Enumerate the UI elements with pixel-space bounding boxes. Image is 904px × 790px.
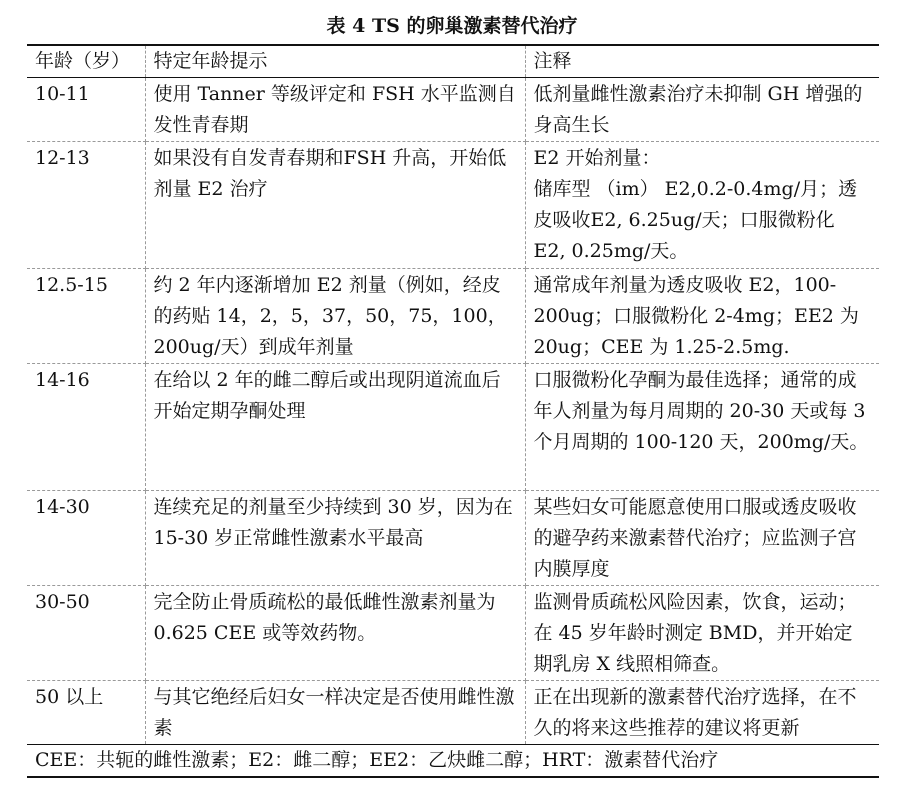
- cell-age: 30-50: [27, 586, 145, 681]
- cell-note-detail: 储库型 （im） E2,0.2-0.4mg/月；透皮吸收E2, 6.25ug/天；口服微粉化 E2, 0.25mg/天。: [533, 178, 858, 262]
- hormone-therapy-table: [27, 44, 879, 778]
- header-age: 年龄（岁）: [27, 45, 145, 78]
- cell-note: [525, 142, 879, 269]
- table-header-row: [27, 45, 879, 78]
- cell-tip: 完全防止骨质疏松的最低雌性激素剂量为0.625 CEE 或等效药物。: [145, 586, 525, 681]
- cell-note: 正在出现新的激素替代治疗选择，在不久的将来这些推荐的建议将更新: [525, 681, 879, 745]
- cell-tip: 约 2 年内逐渐增加 E2 剂量（例如，经皮的药贴 14，2，5，37，50，75，100，200ug/天）到成年剂量: [145, 269, 525, 364]
- cell-tip: 连续充足的剂量至少持续到 30 岁，因为在 15-30 岁正常雌性激素水平最高: [145, 491, 525, 586]
- cell-tip: 在给以 2 年的雌二醇后或出现阴道流血后开始定期孕酮处理: [145, 364, 525, 491]
- table-row: [27, 364, 879, 491]
- table-title: 表 4 TS 的卵巢激素替代治疗: [326, 15, 578, 37]
- cell-note-heading: E2 开始剂量：: [533, 147, 661, 169]
- cell-note: 低剂量雌性激素治疗未抑制 GH 增强的身高生长: [525, 78, 879, 142]
- cell-tip: 使用 Tanner 等级评定和 FSH 水平监测自发性青春期: [145, 78, 525, 142]
- cell-note: 某些妇女可能愿意使用口服或透皮吸收的避孕药来激素替代治疗；应监测子宫内膜厚度: [525, 491, 879, 586]
- cell-note: 口服微粉化孕酮为最佳选择；通常的成年人剂量为每月周期的 20-30 天或每 3 个月周期的 100-120 天，200mg/天。: [525, 364, 879, 491]
- cell-age: 12-13: [27, 142, 145, 269]
- cell-note: 通常成年剂量为透皮吸收 E2，100-200ug；口服微粉化 2-4mg；EE2 为 20ug；CEE 为 1.25-2.5mg.: [525, 269, 879, 364]
- header-note: 注释: [525, 45, 879, 78]
- cell-note: 监测骨质疏松风险因素，饮食，运动；在 45 岁年龄时测定 BMD，并开始定期乳房 X 线照相筛查。: [525, 586, 879, 681]
- header-tip: 特定年龄提示: [145, 45, 525, 78]
- cell-age: 14-30: [27, 491, 145, 586]
- cell-tip: 如果没有自发青春期和FSH 升高，开始低剂量 E2 治疗: [145, 142, 525, 269]
- table-row: [27, 681, 879, 745]
- cell-age: 12.5-15: [27, 269, 145, 364]
- cell-age: 10-11: [27, 78, 145, 142]
- table-footnote-row: [27, 745, 879, 778]
- table-row: [27, 586, 879, 681]
- table-row: [27, 491, 879, 586]
- table-row: [27, 78, 879, 142]
- cell-age: 50 以上: [27, 681, 145, 745]
- cell-age: 14-16: [27, 364, 145, 491]
- table-row: [27, 142, 879, 269]
- table-footnote: CEE：共轭的雌性激素；E2：雌二醇；EE2：乙炔雌二醇；HRT：激素替代治疗: [27, 745, 879, 778]
- table-row: [27, 269, 879, 364]
- cell-tip: 与其它绝经后妇女一样决定是否使用雌性激素: [145, 681, 525, 745]
